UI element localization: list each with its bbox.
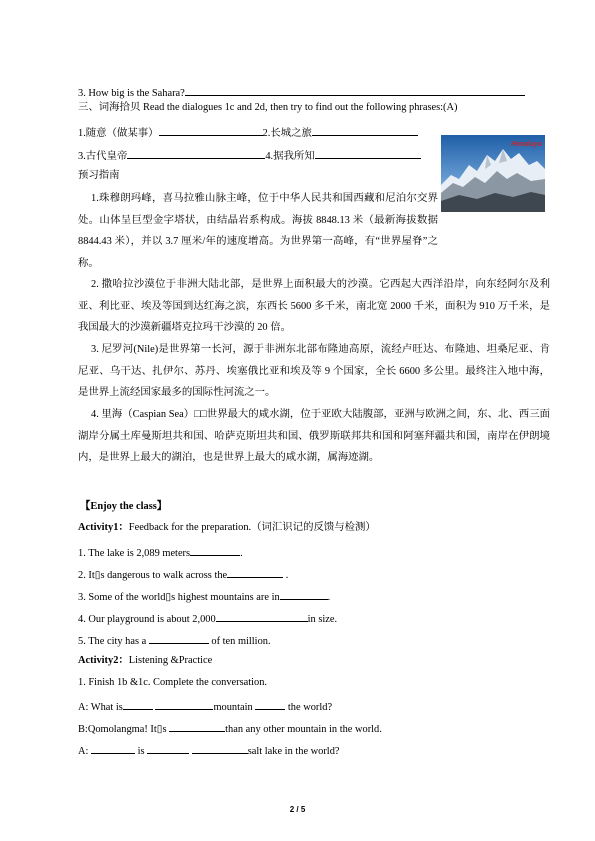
mountain-image bbox=[441, 135, 545, 212]
answer-blank[interactable] bbox=[227, 566, 283, 578]
answer-blank[interactable] bbox=[123, 698, 153, 710]
answer-blank[interactable] bbox=[315, 147, 421, 159]
activity-1-item-2: 2. It▯s dangerous to walk across the . bbox=[78, 566, 288, 583]
activity-1-heading: Activity1：Feedback for the preparation.（词汇识记的反馈与检测） bbox=[78, 522, 376, 533]
dialogue-line-a1: A: What is mountain the world? bbox=[78, 698, 332, 715]
paragraph-sahara: 2. 撒哈拉沙漠位于非洲大陆北部，是世界上面积最大的沙漠。它西起大西洋沿岸，向东经阿尔及利亚、利比亚、埃及等国到达红海之滨，东西长 5600 多千米，南北宽 2000 千米，面积为 910 万千米，是我国最大的沙漠新疆塔克拉玛干沙漠的 20 倍。 bbox=[78, 279, 550, 333]
paragraph-nile: 3. 尼罗河(Nile)是世界第一长河，源于非洲东北部布隆迪高原，流经卢旺达、布隆迪、坦桑尼亚、肯尼亚、乌干达、扎伊尔、苏丹、埃塞俄比亚和埃及等 9 个国家，全长 6600 多公里。最终注入地中海，是世界上流经国家最多的国际性河流之一。 bbox=[78, 344, 550, 398]
answer-blank[interactable] bbox=[159, 124, 263, 136]
mountain-photo bbox=[441, 135, 545, 212]
phrase-row-1: 1.随意（做某事） 2.长城之旅 bbox=[78, 124, 418, 141]
activity-2-heading: Activity2：Listening &Practice bbox=[78, 655, 213, 666]
answer-blank[interactable] bbox=[155, 698, 213, 710]
answer-blank[interactable] bbox=[190, 544, 240, 556]
section-3-heading: 三、词海拾贝 Read the dialogues 1c and 2d, then try to find out the following phrases:(A) bbox=[78, 102, 458, 113]
preview-guide-heading: 预习指南 bbox=[78, 170, 120, 181]
activity-1-item-4: 4. Our playground is about 2,000 in size. bbox=[78, 610, 337, 627]
enjoy-class-heading: 【Enjoy the class】 bbox=[80, 501, 168, 512]
phrase-row-2: 3.古代皇帝 4.据我所知 bbox=[78, 147, 421, 164]
paragraph-caspian: 4. 里海（Caspian Sea）□□世界最大的咸水湖，位于亚欧大陆腹部，亚洲与欧洲之间，东、北、西三面湖岸分属土库曼斯坦共和国、哈萨克斯坦共和国、俄罗斯联邦共和国和阿塞拜疆共和国，南岸在伊朗境内，是世界上最大的湖泊，也是世界上最大的咸水湖，属海迹湖。 bbox=[78, 409, 550, 463]
answer-blank[interactable] bbox=[312, 124, 418, 136]
answer-blank[interactable] bbox=[280, 588, 328, 600]
answer-blank[interactable] bbox=[169, 720, 225, 732]
dialogue-line-b1: B:Qomolangma! It▯s than any other mountain in the world. bbox=[78, 720, 382, 737]
activity-1-item-1: 1. The lake is 2,089 meters . bbox=[78, 544, 243, 561]
activity-2-instruction: 1. Finish 1b &1c. Complete the conversation. bbox=[78, 677, 268, 688]
dialogue-line-a2: A: is salt lake in the world? bbox=[78, 742, 340, 759]
photo-caption: Himalaya bbox=[511, 141, 542, 148]
answer-blank[interactable] bbox=[149, 632, 209, 644]
paragraph-everest: 1.珠穆朗玛峰，喜马拉雅山脉主峰，位于中华人民共和国西藏和尼泊尔交界处。山体呈巨型金字塔状，由结晶岩系构成。海拔 8848.13 米（最新海拔数据 8844.43 米），并以 3.7 厘米/年的速度增高。为世界第一高峰，有“世界屋脊”之称。 bbox=[78, 193, 438, 269]
page-number: 2 / 5 bbox=[289, 805, 306, 814]
answer-blank[interactable] bbox=[91, 742, 135, 754]
answer-blank[interactable] bbox=[147, 742, 189, 754]
activity-1-item-3: 3. Some of the world▯s highest mountains are in . bbox=[78, 588, 330, 605]
answer-blank[interactable] bbox=[192, 742, 248, 754]
answer-blank[interactable] bbox=[255, 698, 285, 710]
answer-blank[interactable] bbox=[127, 147, 265, 159]
answer-blank[interactable] bbox=[185, 84, 525, 96]
activity-1-item-5: 5. The city has a of ten million. bbox=[78, 632, 271, 649]
answer-blank[interactable] bbox=[216, 610, 308, 622]
question-3: 3. How big is the Sahara? bbox=[78, 84, 525, 101]
